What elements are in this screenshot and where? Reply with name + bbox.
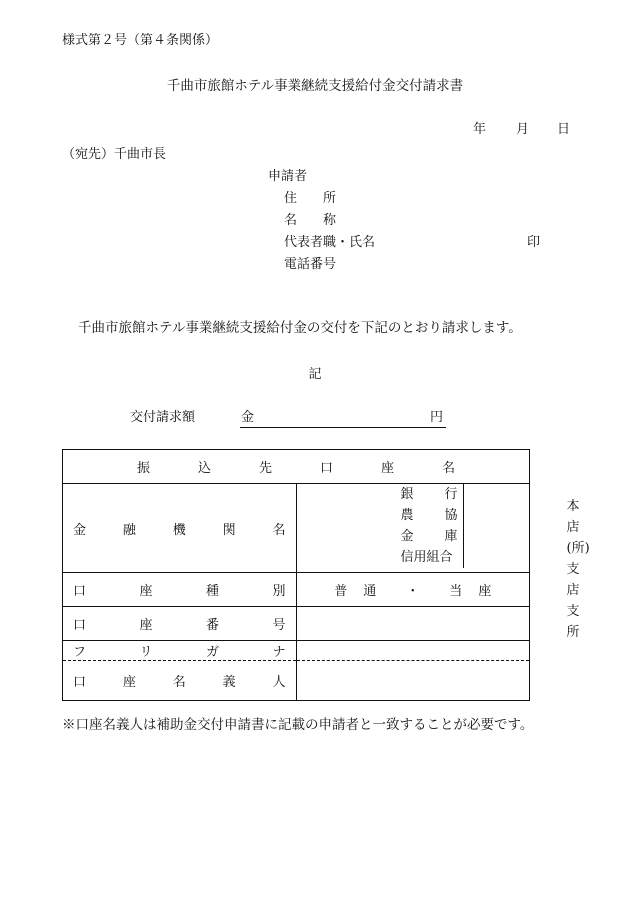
document-title: 千曲市旅館ホテル事業継続支援給付金交付請求書	[166, 78, 464, 94]
date-month: 月	[516, 122, 530, 137]
applicant-phone-label: 電話番号	[284, 257, 337, 272]
account-number-field[interactable]	[296, 607, 530, 641]
ki-heading: 記	[308, 367, 322, 382]
type-bank: 銀 行	[400, 487, 458, 502]
applicant-representative-label: 代表者職・氏名	[284, 235, 376, 250]
account-holder-label: 口 座 名 義 人	[63, 661, 297, 701]
amount-suffix: 円	[430, 410, 444, 425]
form-number: 様式第２号（第４条関係）	[62, 33, 219, 48]
applicant-label: 申請者	[268, 169, 308, 184]
type-credit-union: 信用組合	[400, 550, 453, 565]
type-shinkin: 金 庫	[400, 529, 458, 544]
account-number-label: 口 座 番 号	[63, 607, 297, 641]
bank-table-header: 振 込 先 口 座 名	[63, 450, 530, 484]
date-day: 日	[557, 122, 571, 137]
amount-label: 交付請求額	[130, 410, 196, 425]
seal-mark: 印	[527, 235, 541, 250]
amount-input-line[interactable]	[240, 427, 446, 428]
institution-type-list	[393, 484, 464, 568]
furigana-label: フ リ ガ ナ	[63, 641, 297, 661]
furigana-field[interactable]	[296, 641, 530, 661]
account-type-field[interactable]: 普 通 ・ 当 座	[296, 573, 530, 607]
type-ja: 農 協	[400, 508, 458, 523]
footnote: ※口座名義人は補助金交付申請書に記載の申請者と一致することが必要です。	[62, 717, 534, 733]
bank-account-table	[62, 449, 590, 701]
addressee: （宛先）千曲市長	[62, 147, 167, 162]
branch-type-list: 本店(所) 支店 支所	[566, 499, 590, 640]
account-type-label: 口 座 種 別	[63, 573, 297, 607]
institution-label: 金 融 機 関 名	[63, 484, 297, 573]
request-statement: 千曲市旅館ホテル事業継続支援給付金の交付を下記のとおり請求します。	[78, 320, 522, 336]
amount-prefix: 金	[241, 410, 255, 425]
date-year: 年	[473, 122, 487, 137]
account-holder-field[interactable]	[296, 661, 530, 701]
applicant-name-label: 名 称	[284, 213, 337, 228]
applicant-address-label: 住 所	[284, 191, 337, 206]
